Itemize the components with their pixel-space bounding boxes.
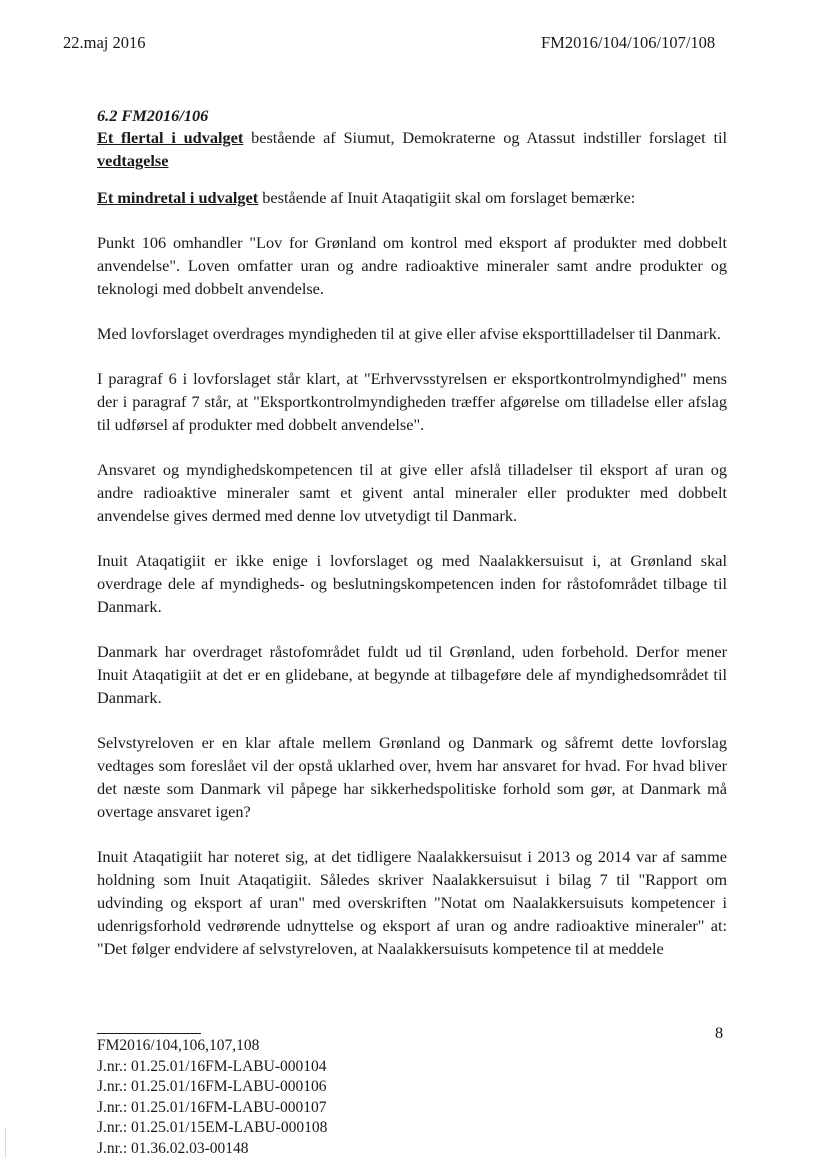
paragraph-2: Med lovforslaget overdrages myndigheden til at give eller afvise eksporttilladelser til Danmark. — [97, 324, 721, 343]
majority-decision: vedtagelse — [97, 151, 169, 170]
footer-line: J.nr.: 01.25.01/16FM-LABU-000104 — [97, 1057, 327, 1075]
footer-line: J.nr.: 01.36.02.03-00148 — [97, 1139, 249, 1157]
minority-paragraph — [97, 186, 727, 209]
majority-label: Et flertal i udvalget — [97, 128, 244, 147]
footer-divider — [97, 1033, 201, 1034]
paragraph-1: Punkt 106 omhandler "Lov for Grønland om kontrol med eksport af produkter med dobbelt anvendelse". Loven omfatter uran og andre radioaktive mineraler samt andre produkter og teknologi med dobbelt anvendelse. — [97, 233, 727, 298]
majority-paragraph — [97, 126, 727, 172]
footer-line: FM2016/104,106,107,108 — [97, 1037, 260, 1054]
footer-references — [97, 1036, 327, 1160]
minority-label: Et mindretal i udvalget — [97, 188, 259, 207]
paragraph-6: Danmark har overdraget råstofområdet fuldt ud til Grønland, uden forbehold. Derfor mener Inuit Ataqatigiit at det er en glidebane, at begynde at tilbageføre dele af myndighedsområdet til Danmark. — [97, 642, 727, 707]
footer-line: J.nr.: 01.25.01/16FM-LABU-000106 — [97, 1078, 327, 1096]
section-title: 6.2 FM2016/106 — [97, 106, 209, 125]
minority-text: bestående af Inuit Ataqatigiit skal om forslaget bemærke: — [258, 188, 636, 207]
footer-line: J.nr.: 01.25.01/15EM-LABU-000108 — [97, 1119, 328, 1137]
footer-line: J.nr.: 01.25.01/16FM-LABU-000107 — [97, 1098, 327, 1116]
paragraph-8: Inuit Ataqatigiit har noteret sig, at det tidligere Naalakkersuisut i 2013 og 2014 var af samme holdning som Inuit Ataqatigiit. Således skriver Naalakkersuisut i bilag 7 til "Rapport om udvinding og eksport af uran" med overskriften "Notat om Naalakkersuisuts kompetencer i udenrigsforhold vedrørende udnyttelse og eksport af uran og andre radioaktive mineraler" at: "Det følger endvidere af selvstyreloven, at Naalakkersuisuts kompetence til at meddele — [97, 847, 727, 958]
header-reference: FM2016/104/106/107/108 — [541, 33, 716, 52]
page-number: 8 — [715, 1023, 724, 1042]
document-body — [97, 106, 727, 982]
scan-edge-mark — [5, 1128, 6, 1158]
paragraph-4: Ansvaret og myndighedskompetencen til at give eller afslå tilladelser til eksport af uran og andre radioaktive mineraler samt et givent antal mineraler eller produkter med dobbelt anvendelse gives dermed med denne lov utvetydigt til Danmark. — [97, 460, 727, 525]
paragraph-5: Inuit Ataqatigiit er ikke enige i lovforslaget og med Naalakkersuisut i, at Grønland skal overdrage dele af myndigheds- og beslutningskompetencen inden for råstofområdet tilbage til Danmark. — [97, 551, 727, 616]
paragraph-3: I paragraf 6 i lovforslaget står klart, at "Erhvervsstyrelsen er eksportkontrolmyndighed" mens der i paragraf 7 står, at "Eksportkontrolmyndigheden træffer afgørelse om tilladelse eller afslag til udførsel af produkter med dobbelt anvendelse". — [97, 369, 727, 434]
header-date: 22.maj 2016 — [63, 33, 146, 52]
paragraph-7: Selvstyreloven er en klar aftale mellem Grønland og Danmark og såfremt dette lovforslag vedtages som foreslået vil der opstå uklarhed over, hvem har ansvaret for hvad. For hvad bliver det næste som Danmark vil påpege har sikkerhedspolitiske forhold som gør, at Danmark må overtage ansvaret igen? — [97, 733, 727, 821]
majority-text: bestående af Siumut, Demokraterne og Atassut indstiller forslaget til — [243, 128, 728, 147]
